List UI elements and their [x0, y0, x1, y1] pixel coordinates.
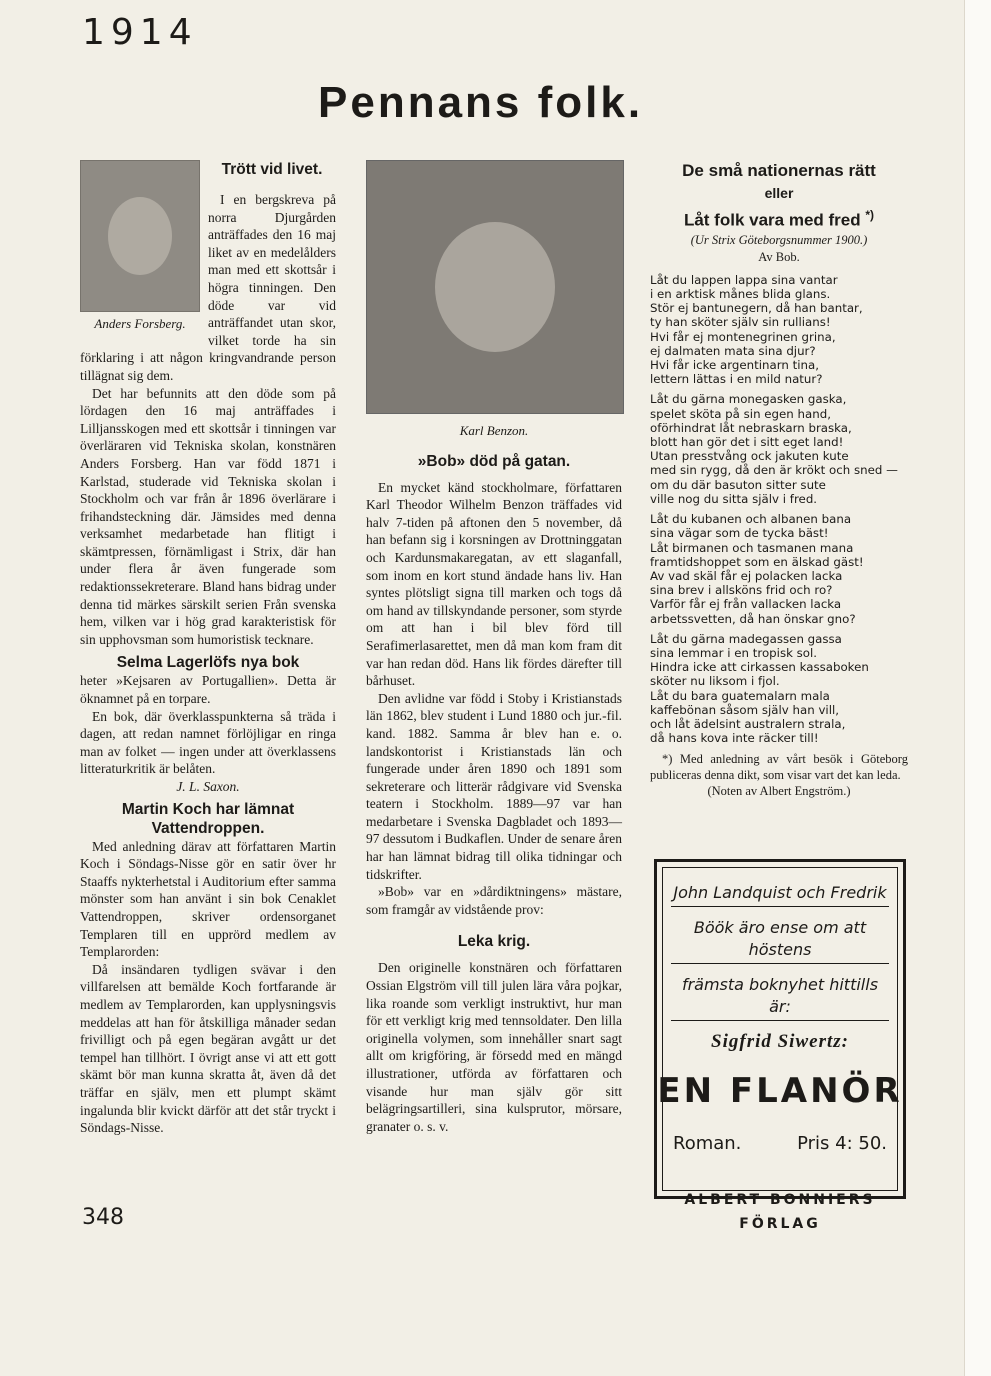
- poem-stanza: Låt du gärna monegasken gaska, spelet sköta på sin egen hand, oförhindrat låt nebraskarn braska, blott han gör det i sitt eget land! Utan presstvång ock jakuten kute med sin rygg, då den är krökt och sned — om du där basuton sitter sute ville nog du sitta själv i fred.: [650, 392, 898, 506]
- article-paragraph: Då insändaren tydligen svävar i den villfarelsen att bemälde Koch fortfarande är medlem av Templarorden, kan upplysningsvis meddelas att han för åtskilliga månader sedan frivilligt och på egen begäran avgått ur det tempel han tillhört. I övrigt anse vi att ett gott skämt bör man kunna skratta åt, även då det träffar en själv, men ett plumpt skämt ingalunda blir kvickt därför att det står tryckt i Söndags-Nisse.: [80, 961, 336, 1136]
- article-paragraph: Den avlidne var född i Stoby i Kristianstads län 1862, blev student i Lund 1880 och jur.-fil. kand. 1882. Samma år blev han e. o. landskontorist i Kristianstads län och fungerade under åren 1890 och 1891 som sekreterare och litterär rådgivare vid Svenska teatern i Stockholm. 1889—97 var han medarbetare i Svenska Dagbladet och 1893—97 dessutom i Budkaflen. Under de senare åren har han lämnat bidrag till olika tidningar och tidskrifter.: [366, 690, 622, 882]
- poem-stanza: Låt du gärna madegassen gassa sina lemmar i en tropisk sol. Hindra icke att cirkassen kassaboken sköter nu liksom i fjol. Låt du bara guatemalarn mala kaffebönan såsom själv han vill, och låt ädelsint australern strala, då hans kova inte räcker till!: [650, 631, 869, 746]
- ad-price: Pris 4: 50.: [797, 1133, 887, 1154]
- signature: J. L. Saxon.: [176, 779, 240, 794]
- article-paragraph: Det har befunnits att den döde som på lördagen den 16 maj anträffades i Lilljansskogen med ett skottsår i tinningen var överläraren vid Tekniska skolan, konstnären Anders Forsberg. Han var född 1871 i Karlstad, studerade vid Tekniska skolan i Stockholm och var från år 1896 överlärare i frihandsteckning där. Jämsides med denna verksamhet medarbetade han flitigt i skämtpressen, förnämligast i Strix, där han under flera år även fungerade som redaktionssekreterare. Bland hans bidrag under denna tid märkes särskilt serien Från svenska hem, vilken var i hög grad karakteristisk för sin upphovsman som humoristisk tecknare.: [80, 385, 336, 647]
- article-paragraph: »Bob» var en »dårdiktningens» mästare, som framgår av vidstående prov:: [366, 884, 622, 917]
- article-heading: Martin Koch har lämnat Vattendroppen.: [121, 800, 295, 837]
- page-title: Pennans folk.: [318, 78, 644, 127]
- article-heading: Trött vid livet.: [221, 161, 323, 178]
- column-right: [650, 160, 908, 801]
- page-number: 348: [82, 1205, 124, 1230]
- ad-genre: Roman.: [673, 1133, 742, 1154]
- ad-book-title: EN FLANÖR: [657, 1071, 903, 1111]
- poem-stanza: Låt du lappen lappa sina vantar i en arktisk månes blida glans. Stör ej bantunegern, då han bantar, ty han sköter själv sin rullians! Hvi får ej montenegrinen grina, ej dalmaten mata sina djur? Hvi får icke argentinarn tina, lettern lättas i en mild natur?: [650, 272, 863, 387]
- article-paragraph: En bok, där överklasspunkterna så träda i dagen, att redan namnet förlöjligar en ringa man av folket — ingen under att överklassens litteraturkritik är belåten.: [80, 708, 336, 777]
- ad-publisher-line: FÖRLAG: [739, 1216, 821, 1232]
- article-heading: »Bob» död på gatan.: [417, 452, 571, 470]
- ad-author: Sigfrid Siwertz:: [711, 1031, 849, 1052]
- year-header: 1914: [82, 12, 198, 53]
- footnote: *) Med anledning av vårt besök i Göteborg publiceras denna dikt, som visar vart det kan leda.: [650, 752, 908, 783]
- poem-byline: Av Bob.: [758, 250, 800, 265]
- poem-source: (Ur Strix Göteborgsnummer 1900.): [690, 232, 868, 247]
- book-advertisement: [654, 859, 906, 1232]
- ad-lead-line: Böök äro ense om att höstens: [671, 917, 889, 964]
- footnote-mark: *): [865, 208, 875, 222]
- poem-title-line1: De små nationernas rätt: [682, 161, 876, 180]
- article-paragraph: heter »Kejsaren av Portugallien». Detta är öknamnet på en torpare.: [80, 673, 336, 707]
- article-heading: Selma Lagerlöfs nya bok: [116, 654, 300, 672]
- article-paragraph: Den originelle konstnären och författaren Ossian Elgström vill till julen lära våra pojkar, lika roande som verkligt instruktivt, hur man för ett verkligt krig med tennsoldater. Den lilla originella volymen, som innehåller snart sagt allt om krigföring, är försedd med en mängd illustrationer, utförda av författaren och visande hur man själv gör sitt belägringsartilleri, sina kulsprutor, mörsare, granater o. s. v.: [366, 960, 622, 1134]
- portrait-forsberg: [80, 160, 200, 330]
- column-middle: [366, 160, 622, 1135]
- page-edge: [964, 0, 991, 1376]
- ad-publisher-line: ALBERT BONNIERS: [684, 1192, 876, 1208]
- portrait-caption: Karl Benzon.: [459, 423, 529, 438]
- article-paragraph: Med anledning därav att författaren Martin Koch i Söndags-Nisse gör en satir över hr Staaffs nykterhetstal i Auditorium efter samma mönster som han använt i sin bok Cenaklet Vattendroppen, skriver ordensorganet Templaren till en upprörd medlem av Templarorden:: [80, 838, 336, 960]
- column-left: [80, 160, 336, 1137]
- ad-lead-line: John Landquist och Fredrik: [671, 882, 889, 907]
- footnote-credit: (Noten av Albert Engström.): [707, 784, 851, 799]
- poem-title-line3: [650, 204, 908, 232]
- portrait-photo: [80, 160, 200, 312]
- poem-stanza: Låt du kubanen och albanen bana sina vägar som de tycka bäst! Låt birmanen och tasmanen mana framtidshoppet som en älskad gäst! Av vad skäl får ej polacken lacka sina brev i allsköns frid och ro? Varför får ej från vallacken lacka arbetssvetten, då han önskar gno?: [650, 512, 864, 626]
- ad-lead-line: främsta boknyhet hittills är:: [671, 974, 889, 1021]
- article-heading: Leka krig.: [457, 933, 531, 951]
- ad-inner-frame: [662, 867, 898, 1191]
- portrait-benzon: [366, 160, 624, 414]
- poem-body: [650, 273, 908, 746]
- ad-publisher: [657, 1188, 903, 1236]
- portrait-caption: Anders Forsberg.: [94, 316, 186, 331]
- poem-title-text: Låt folk vara med fred: [683, 210, 861, 230]
- article-paragraph: En mycket känd stockholmare, författaren Karl Theodor Wilhelm Benzon träffades vid halv 7-tiden på aftonen den 5 november, då han befann sig i korsningen av Drottninggatan och Kardunsmakaregatan, av ett slaganfall, som inom en kort stund ändade hans liv. Han syntes plötsligt signa till marken och togs då om hand av tillskyndande personer, som styrde om att han i bil blev förd till Serafimerlasarettet, men då man kom fram dit var han redan död. Hans lik fördes därefter till bårhuset.: [366, 479, 622, 689]
- article-paragraph: I en bergskreva på norra Djurgården anträffades den 16 maj liket av en medelålders man med ett skottsår i högra tinningen. Den döde var vid anträffandet utan skor, vilket torde ha sin förklaring i att någon kringvandrande person tillägnat sig dem.: [80, 192, 336, 383]
- poem-title-line2: eller: [764, 185, 794, 201]
